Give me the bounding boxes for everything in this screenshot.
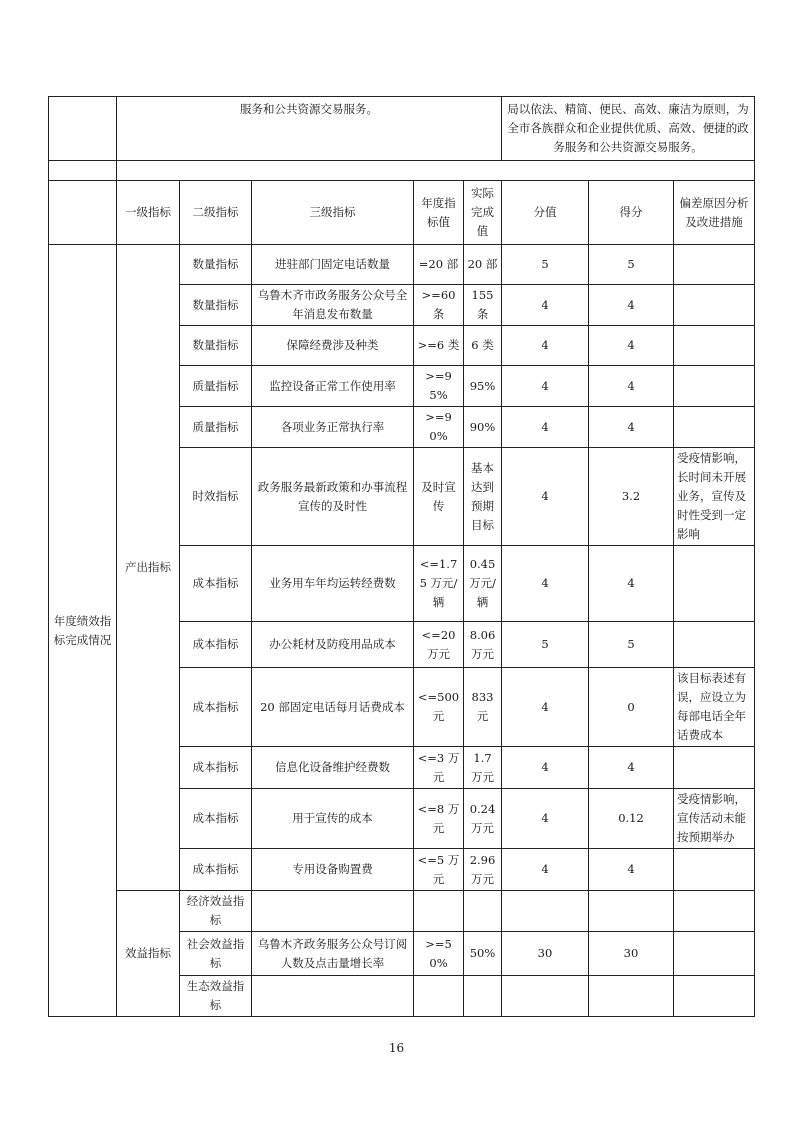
cell-target bbox=[414, 976, 464, 1017]
cell-reason bbox=[674, 546, 755, 622]
cell-reason bbox=[674, 891, 755, 932]
summary-right-text: 局以依法、精简、便民、高效、廉洁为原则，为全市各族群众和企业提供优质、高效、便捷的政务服务和公共资源交易服务。 bbox=[502, 97, 755, 161]
cell-got: 4 bbox=[589, 546, 674, 622]
cell-level3 bbox=[252, 891, 414, 932]
cell-score: 4 bbox=[502, 546, 589, 622]
cell-actual: 0.24 万元 bbox=[464, 789, 502, 849]
cell-got: 0 bbox=[589, 668, 674, 747]
blank-cell bbox=[49, 181, 117, 245]
cell-got: 3.2 bbox=[589, 448, 674, 546]
cell-target: <=8 万元 bbox=[414, 789, 464, 849]
cell-score: 30 bbox=[502, 932, 589, 976]
cell-actual: 833 元 bbox=[464, 668, 502, 747]
cell-reason: 该目标表述有误，应设立为每部电话全年话费成本 bbox=[674, 668, 755, 747]
cell-level3: 乌鲁木齐政务服务公众号订阅人数及点击量增长率 bbox=[252, 932, 414, 976]
cell-target: >=95% bbox=[414, 366, 464, 407]
cell-reason bbox=[674, 849, 755, 891]
cell-score: 4 bbox=[502, 789, 589, 849]
cell-level3: 信息化设备维护经费数 bbox=[252, 747, 414, 789]
cell-level2: 数量指标 bbox=[180, 285, 252, 326]
cell-got: 4 bbox=[589, 747, 674, 789]
cell-level3: 监控设备正常工作使用率 bbox=[252, 366, 414, 407]
spacer-row bbox=[49, 161, 755, 181]
cell-score: 4 bbox=[502, 448, 589, 546]
cell-level2: 成本指标 bbox=[180, 747, 252, 789]
cell-reason bbox=[674, 326, 755, 366]
cell-actual: 155 条 bbox=[464, 285, 502, 326]
table-row bbox=[49, 891, 755, 932]
header-level2: 二级指标 bbox=[180, 181, 252, 245]
cell-actual: 90% bbox=[464, 407, 502, 448]
cell-level2: 质量指标 bbox=[180, 366, 252, 407]
cell-score: 5 bbox=[502, 622, 589, 668]
blank-cell bbox=[117, 161, 755, 181]
cell-target: <=20 万元 bbox=[414, 622, 464, 668]
page-number: 16 bbox=[388, 1041, 405, 1055]
header-row bbox=[49, 181, 755, 245]
cell-got: 0.12 bbox=[589, 789, 674, 849]
cell-level3: 政务服务最新政策和办事流程宣传的及时性 bbox=[252, 448, 414, 546]
cell-level3: 保障经费涉及种类 bbox=[252, 326, 414, 366]
cell-score bbox=[502, 891, 589, 932]
cell-score: 4 bbox=[502, 747, 589, 789]
cell-level2: 成本指标 bbox=[180, 668, 252, 747]
cell-score: 4 bbox=[502, 849, 589, 891]
blank-cell bbox=[49, 97, 117, 161]
performance-table bbox=[48, 96, 755, 1017]
cell-actual: 0.45 万元/辆 bbox=[464, 546, 502, 622]
cell-reason bbox=[674, 407, 755, 448]
cell-actual: 20 部 bbox=[464, 245, 502, 285]
cell-level3: 各项业务正常执行率 bbox=[252, 407, 414, 448]
cell-target: <=500 元 bbox=[414, 668, 464, 747]
header-level1: 一级指标 bbox=[117, 181, 180, 245]
cell-target: >=6 类 bbox=[414, 326, 464, 366]
cell-actual: 基本达到预期目标 bbox=[464, 448, 502, 546]
cell-level2: 经济效益指标 bbox=[180, 891, 252, 932]
cell-actual: 6 类 bbox=[464, 326, 502, 366]
cell-target: >=90% bbox=[414, 407, 464, 448]
output-indicator-label: 产出指标 bbox=[117, 245, 180, 891]
cell-score: 4 bbox=[502, 407, 589, 448]
cell-score: 4 bbox=[502, 285, 589, 326]
cell-got bbox=[589, 891, 674, 932]
cell-reason bbox=[674, 245, 755, 285]
cell-level3: 进驻部门固定电话数量 bbox=[252, 245, 414, 285]
cell-level3: 乌鲁木齐市政务服务公众号全年消息发布数量 bbox=[252, 285, 414, 326]
cell-actual: 1.7 万元 bbox=[464, 747, 502, 789]
cell-reason bbox=[674, 747, 755, 789]
cell-reason bbox=[674, 622, 755, 668]
summary-row bbox=[49, 97, 755, 161]
cell-level2: 数量指标 bbox=[180, 245, 252, 285]
cell-got: 4 bbox=[589, 326, 674, 366]
cell-got bbox=[589, 976, 674, 1017]
cell-score: 5 bbox=[502, 245, 589, 285]
cell-reason bbox=[674, 932, 755, 976]
header-reason: 偏差原因分析及改进措施 bbox=[674, 181, 755, 245]
cell-got: 4 bbox=[589, 849, 674, 891]
header-actual: 实际完成值 bbox=[464, 181, 502, 245]
section-label: 年度绩效指标完成情况 bbox=[49, 245, 117, 1017]
cell-actual bbox=[464, 976, 502, 1017]
cell-level2: 生态效益指标 bbox=[180, 976, 252, 1017]
cell-level2: 时效指标 bbox=[180, 448, 252, 546]
cell-reason: 受疫情影响，宣传活动未能按预期举办 bbox=[674, 789, 755, 849]
cell-actual bbox=[464, 891, 502, 932]
cell-target: =20 部 bbox=[414, 245, 464, 285]
cell-target: <=3 万元 bbox=[414, 747, 464, 789]
cell-score: 4 bbox=[502, 668, 589, 747]
benefit-indicator-label: 效益指标 bbox=[117, 891, 180, 1017]
cell-level3: 专用设备购置费 bbox=[252, 849, 414, 891]
cell-actual: 2.96 万元 bbox=[464, 849, 502, 891]
header-got: 得分 bbox=[589, 181, 674, 245]
cell-actual: 95% bbox=[464, 366, 502, 407]
cell-level3: 20 部固定电话每月话费成本 bbox=[252, 668, 414, 747]
cell-reason: 受疫情影响，长时间未开展业务，宣传及时性受到一定影响 bbox=[674, 448, 755, 546]
summary-left-text: 服务和公共资源交易服务。 bbox=[117, 97, 502, 161]
header-score: 分值 bbox=[502, 181, 589, 245]
cell-target: <=1.75 万元/辆 bbox=[414, 546, 464, 622]
cell-level2: 成本指标 bbox=[180, 849, 252, 891]
header-level3: 三级指标 bbox=[252, 181, 414, 245]
cell-got: 5 bbox=[589, 622, 674, 668]
cell-score: 4 bbox=[502, 326, 589, 366]
table-row bbox=[49, 245, 755, 285]
cell-target: >=50% bbox=[414, 932, 464, 976]
cell-got: 4 bbox=[589, 366, 674, 407]
cell-level3: 业务用车年均运转经费数 bbox=[252, 546, 414, 622]
cell-level2: 数量指标 bbox=[180, 326, 252, 366]
cell-level2: 成本指标 bbox=[180, 789, 252, 849]
cell-target: <=5 万元 bbox=[414, 849, 464, 891]
cell-got: 4 bbox=[589, 285, 674, 326]
cell-reason bbox=[674, 976, 755, 1017]
cell-target bbox=[414, 891, 464, 932]
cell-got: 30 bbox=[589, 932, 674, 976]
cell-got: 5 bbox=[589, 245, 674, 285]
cell-reason bbox=[674, 285, 755, 326]
cell-level2: 质量指标 bbox=[180, 407, 252, 448]
cell-got: 4 bbox=[589, 407, 674, 448]
cell-target: 及时宣传 bbox=[414, 448, 464, 546]
cell-level2: 社会效益指标 bbox=[180, 932, 252, 976]
cell-level2: 成本指标 bbox=[180, 546, 252, 622]
cell-actual: 8.06 万元 bbox=[464, 622, 502, 668]
cell-level3: 用于宣传的成本 bbox=[252, 789, 414, 849]
header-target: 年度指标值 bbox=[414, 181, 464, 245]
cell-target: >=60 条 bbox=[414, 285, 464, 326]
cell-score: 4 bbox=[502, 366, 589, 407]
cell-level3 bbox=[252, 976, 414, 1017]
cell-score bbox=[502, 976, 589, 1017]
cell-level3: 办公耗材及防疫用品成本 bbox=[252, 622, 414, 668]
cell-level2: 成本指标 bbox=[180, 622, 252, 668]
blank-cell bbox=[49, 161, 117, 181]
cell-reason bbox=[674, 366, 755, 407]
cell-actual: 50% bbox=[464, 932, 502, 976]
